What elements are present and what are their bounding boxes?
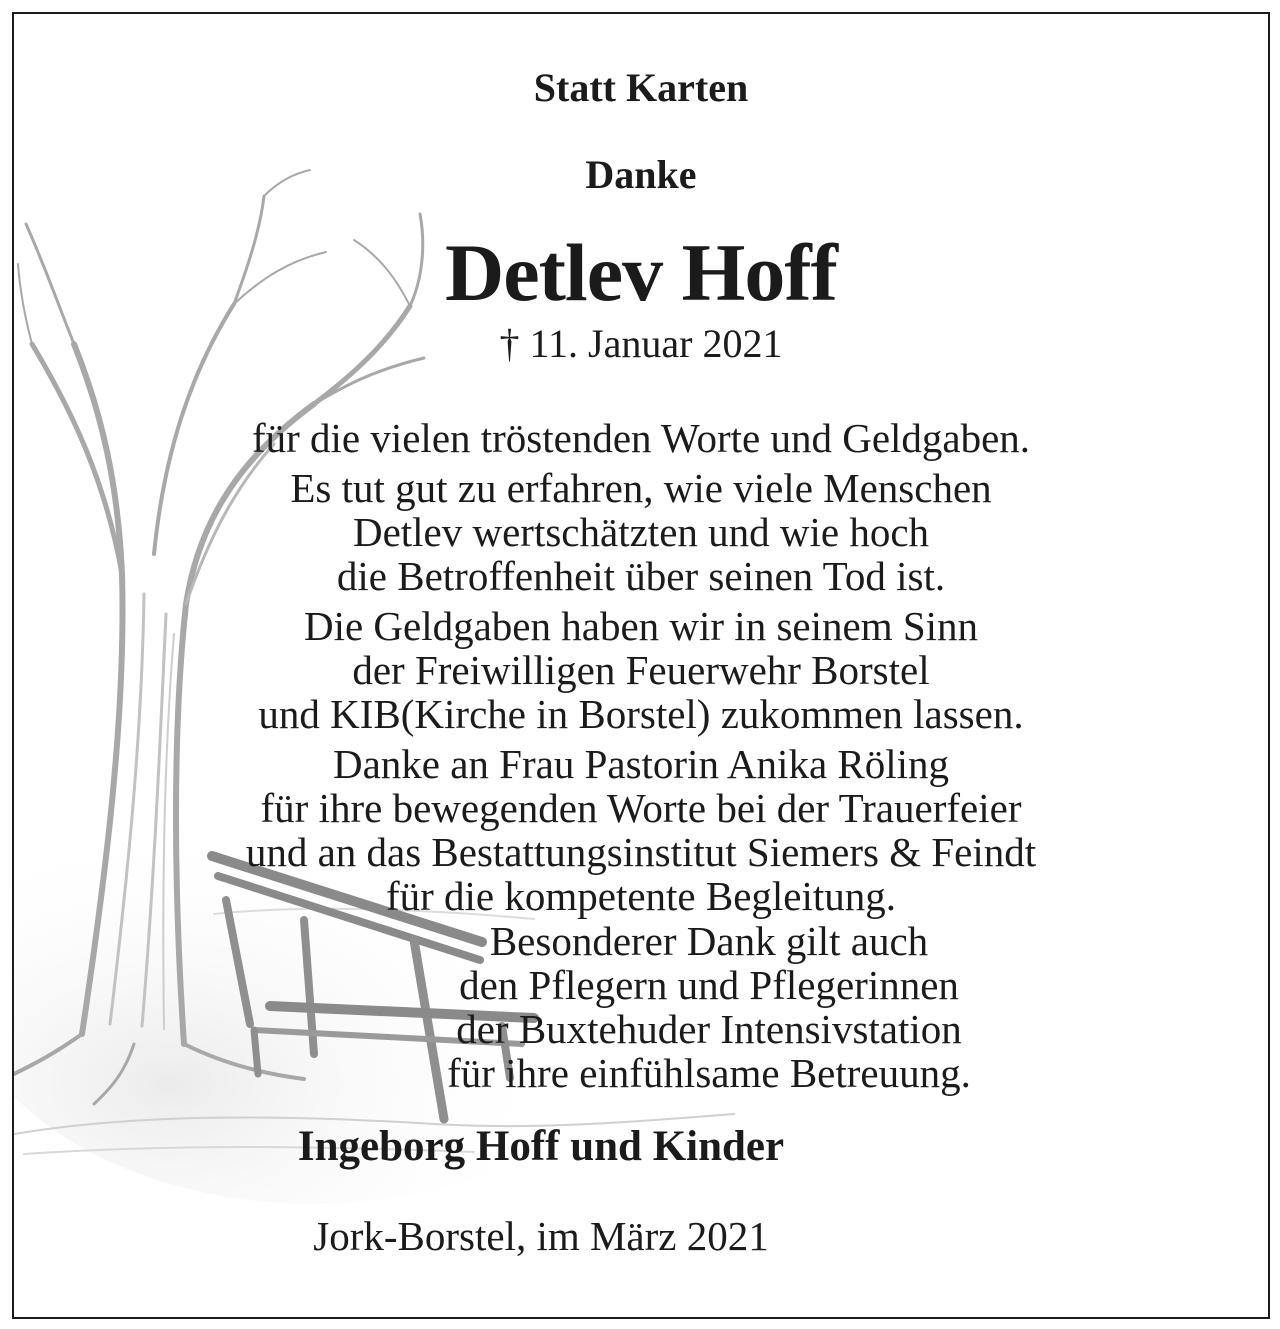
text-line: Besonderer Dank gilt auch — [489, 918, 929, 964]
signature: Ingeborg Hoff und Kinder — [297, 1123, 785, 1170]
text-line: die Betroffenheit über seinen Tod ist. — [336, 553, 946, 599]
obituary-notice — [12, 12, 1270, 1319]
text-line: und an das Bestattungsinstitut Siemers & Feindt — [245, 829, 1037, 875]
text-line: für die kompetente Begleitung. — [385, 873, 897, 919]
thanks-title: Danke — [585, 152, 697, 197]
text-line: für ihre einfühlsame Betreuung. — [447, 1050, 971, 1096]
text-line: Danke an Frau Pastorin Anika Röling — [332, 741, 950, 787]
text-line: für die vielen tröstenden Worte und Geldgaben. — [251, 415, 1031, 461]
text-line: Detlev wertschätzten und wie hoch — [352, 509, 930, 555]
place-and-date: Jork-Borstel, im März 2021 — [313, 1213, 769, 1259]
text-line: den Pflegern und Pflegerinnen — [459, 962, 959, 1008]
text-line: Es tut gut zu erfahren, wie viele Menschen — [290, 465, 992, 511]
deceased-name: Detlev Hoff — [445, 227, 837, 318]
text-line: der Buxtehuder Intensivstation — [456, 1006, 962, 1052]
text-line: Die Geldgaben haben wir in seinem Sinn — [303, 603, 979, 649]
death-date: † 11. Januar 2021 — [499, 321, 783, 366]
text-line: für ihre bewegenden Worte bei der Trauerfeier — [260, 785, 1022, 831]
text-line: und KIB(Kirche in Borstel) zukommen lassen. — [258, 691, 1024, 737]
header-statt-karten: Statt Karten — [533, 65, 749, 110]
text-line: der Freiwilligen Feuerwehr Borstel — [352, 647, 930, 693]
